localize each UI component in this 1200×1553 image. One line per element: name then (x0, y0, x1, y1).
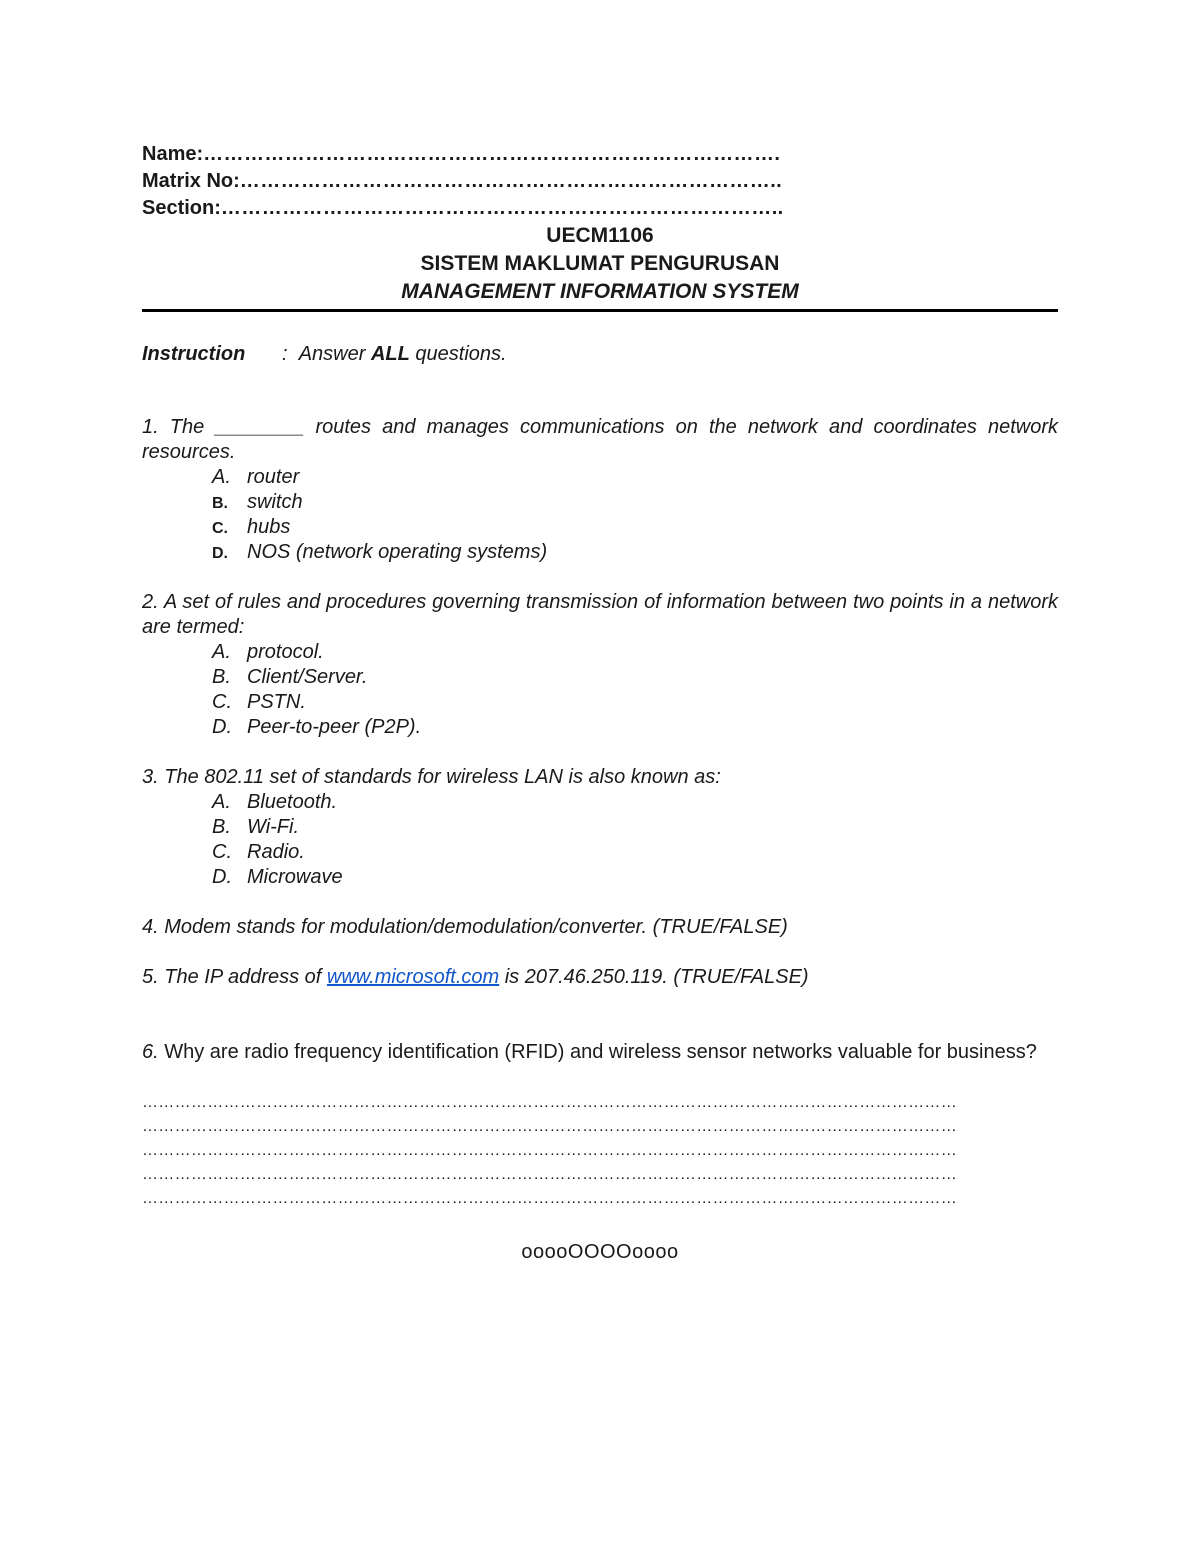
options-list (142, 790, 1058, 890)
answer-area[interactable] (142, 1090, 1058, 1210)
options-list (142, 465, 1058, 565)
question-text: 5. The IP address of www.microsoft.com is 207.46.250.119. (TRUE/FALSE) (142, 966, 809, 988)
instruction-text-bold: ALL (370, 343, 410, 365)
matrix-label: Matrix No: (142, 170, 240, 192)
question-text: 1. The ________ routes and manages communications on the network and coordinates network resources. (142, 416, 1058, 463)
option-c[interactable]: C. Radio. (212, 841, 305, 863)
title-divider (142, 309, 1058, 312)
question-text: 4. Modem stands for modulation/demodulation/converter. (TRUE/FALSE) (142, 916, 788, 938)
option-b[interactable]: B. switch (212, 491, 303, 513)
answer-line[interactable]: …………………………………………………………………………………………………………………………………… (142, 1142, 957, 1159)
course-title-english: MANAGEMENT INFORMATION SYSTEM (401, 280, 799, 303)
microsoft-link[interactable]: www.microsoft.com (326, 966, 500, 988)
option-d[interactable]: D. Microwave (212, 866, 343, 888)
instruction-line (142, 342, 1058, 370)
option-c[interactable]: C. PSTN. (212, 691, 306, 713)
answer-line[interactable]: …………………………………………………………………………………………………………………………………… (142, 1118, 957, 1135)
option-d[interactable]: D. NOS (network operating systems) (212, 541, 548, 563)
option-a[interactable]: A. router (212, 466, 300, 488)
question-2 (142, 590, 1058, 740)
question-number: 6. (142, 1041, 159, 1063)
end-mark: ooooOOOOoooo (521, 1241, 679, 1263)
instruction-label: Instruction (142, 343, 246, 365)
matrix-blank[interactable]: …………………………………………………………………….. (239, 170, 783, 192)
question-text: 2. A set of rules and procedures governing transmission of information between two points in a network are termed: (142, 591, 1058, 638)
question-3 (142, 765, 1058, 890)
matrix-field (142, 169, 1058, 196)
options-list (142, 640, 1058, 740)
instruction-separator: : (282, 343, 288, 365)
name-label: Name: (142, 143, 204, 165)
course-code: UECM1106 (546, 224, 654, 247)
name-blank[interactable]: …………………………………………………………………………. (203, 143, 781, 165)
instruction-text-post: questions. (415, 343, 507, 365)
answer-line[interactable]: …………………………………………………………………………………………………………………………………… (142, 1094, 957, 1111)
option-a[interactable]: A. Bluetooth. (212, 791, 338, 813)
question-6 (142, 1040, 1058, 1065)
option-a[interactable]: A. protocol. (212, 641, 324, 663)
option-b[interactable]: B. Client/Server. (212, 666, 368, 688)
name-field (142, 142, 1058, 169)
answer-line[interactable]: …………………………………………………………………………………………………………………………………… (142, 1190, 957, 1207)
section-blank[interactable]: ……………………………………………………………………….. (220, 197, 784, 219)
section-field (142, 196, 1058, 223)
section-label: Section: (142, 197, 221, 219)
page-content (142, 142, 1058, 1265)
course-title-malay: SISTEM MAKLUMAT PENGURUSAN (420, 252, 780, 275)
question-text: Why are radio frequency identification (RFID) and wireless sensor networks valuable for business? (158, 1041, 1037, 1063)
option-b[interactable]: B. Wi-Fi. (212, 816, 300, 838)
option-c[interactable]: C. hubs (212, 516, 291, 538)
instruction-text-pre: Answer (298, 343, 366, 365)
option-d[interactable]: D. Peer-to-peer (P2P). (212, 716, 422, 738)
question-4 (142, 915, 1058, 940)
answer-line[interactable]: …………………………………………………………………………………………………………………………………… (142, 1166, 957, 1183)
question-text: 3. The 802.11 set of standards for wireless LAN is also known as: (142, 766, 721, 788)
question-5 (142, 965, 1058, 990)
question-1 (142, 415, 1058, 565)
